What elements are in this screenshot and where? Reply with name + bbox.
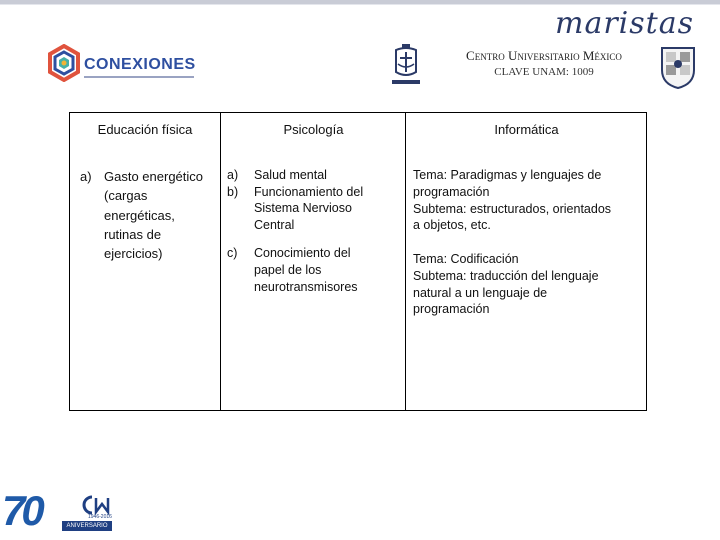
text-line: Subtema: traducción del lenguaje — [413, 268, 599, 283]
conexiones-logo-icon — [46, 44, 82, 82]
column-header: Informática — [494, 122, 559, 137]
column-educacion-fisica — [70, 113, 220, 410]
list-marker: a) — [227, 168, 239, 182]
maristas-logo: maristas — [555, 6, 695, 41]
anniversary-number: 70 — [2, 487, 41, 534]
list-item — [221, 184, 404, 234]
institution-clave: CLAVE UNAM: 1009 — [494, 66, 594, 78]
list-line: Salud mental — [254, 168, 327, 182]
text-line: a objetos, etc. — [413, 218, 491, 233]
text-spacer — [413, 234, 643, 251]
list-marker: a) — [80, 169, 92, 184]
text-line: programación — [413, 302, 490, 317]
cum-monogram-icon — [78, 494, 114, 516]
topics-table — [69, 112, 647, 411]
column-header: Psicología — [283, 122, 344, 137]
topic-list — [70, 167, 218, 263]
text-line: Tema: Paradigmas y lenguajes de — [413, 168, 602, 182]
marist-crest-icon — [388, 42, 424, 88]
university-seal-icon — [658, 44, 698, 90]
column-header: Educación física — [97, 122, 193, 137]
list-line: Gasto energético — [104, 169, 204, 184]
list-line: (cargas — [104, 188, 148, 204]
column-psicologia — [220, 113, 406, 410]
list-spacer — [221, 233, 404, 245]
conexiones-tagline-bar — [84, 76, 194, 78]
list-line: papel de los — [254, 262, 322, 277]
list-line: Conocimiento del — [254, 246, 351, 261]
list-item — [70, 167, 218, 263]
text-line: Tema: Codificación — [413, 251, 519, 266]
text-line: programación — [413, 184, 490, 199]
text-line: natural a un lenguaje de — [413, 285, 548, 300]
list-line: ejercicios) — [104, 246, 163, 262]
list-line: energéticas, — [104, 207, 175, 223]
list-line: Central — [254, 217, 295, 232]
list-line: neurotransmisores — [254, 279, 358, 294]
list-marker: c) — [227, 246, 238, 261]
conexiones-logo — [46, 44, 196, 84]
list-line: rutinas de — [104, 226, 162, 242]
institution-name: Centro Universitario México — [466, 48, 622, 63]
conexiones-wordmark: CONEXIONES — [84, 56, 196, 73]
list-line: Sistema Nervioso — [254, 201, 352, 216]
list-item — [221, 167, 404, 184]
top-rule — [0, 4, 720, 5]
list-item — [221, 245, 404, 295]
text-line: Subtema: estructurados, orientados — [413, 201, 612, 216]
topic-list — [221, 167, 404, 295]
topic-text — [413, 167, 643, 318]
list-line: Funcionamiento del — [254, 184, 364, 199]
column-informatica — [405, 113, 647, 410]
anniversary-logo — [0, 488, 120, 540]
anniversary-years: 1946-2016 — [88, 514, 112, 520]
list-marker: b) — [227, 184, 239, 199]
anniversary-label: ANIVERSARIO — [62, 521, 112, 531]
